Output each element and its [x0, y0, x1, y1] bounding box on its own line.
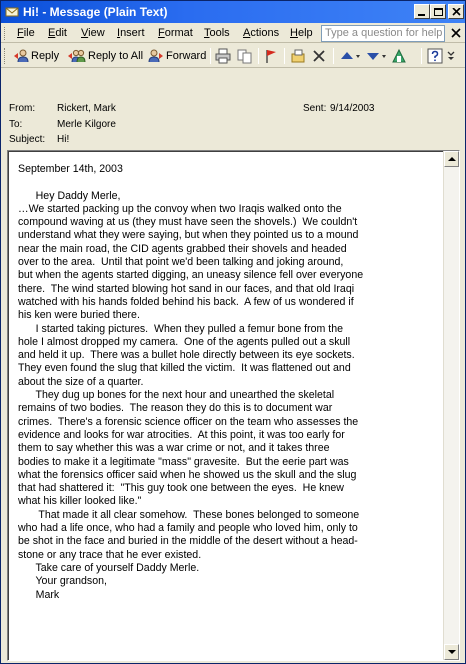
- subject-label: Subject:: [9, 134, 46, 145]
- chevron-down-icon: [448, 649, 456, 655]
- scroll-up-button[interactable]: [444, 151, 459, 167]
- from-value[interactable]: Rickert, Mark: [57, 103, 116, 114]
- down-arrow-icon: [365, 48, 387, 64]
- next-item-button[interactable]: [365, 47, 389, 65]
- move-to-folder-icon: [290, 48, 306, 64]
- message-header: [1, 69, 465, 149]
- printer-icon: [215, 48, 231, 64]
- chevron-down-icon: [446, 48, 456, 64]
- print-button[interactable]: [215, 47, 233, 65]
- maximize-button[interactable]: [430, 4, 446, 19]
- help-button[interactable]: [427, 47, 445, 65]
- forward-button[interactable]: [148, 47, 206, 65]
- from-label: From:: [9, 103, 36, 114]
- menu-bar: [1, 24, 465, 43]
- envelope-icon: [5, 5, 19, 19]
- menu-grip[interactable]: [4, 27, 7, 40]
- toolbar-options-button[interactable]: [446, 47, 458, 65]
- toolbar-separator: [258, 48, 259, 64]
- close-icon[interactable]: [450, 27, 462, 39]
- sent-label: Sent:: [303, 103, 327, 114]
- reply-all-icon: [68, 48, 86, 64]
- move-to-folder-button[interactable]: [290, 47, 308, 65]
- message-body-text: September 14th, 2003 Hey Daddy Merle, …We started packing up the convoy when two Iraqis walked onto the compound waving at us (they must have seen the shovels.) We couldn't understand what they were saying, but when they pointed us to a mound near the main road, the CID agents grabbed their shovels and headed over to the area. Until that point we'd been talking and joking around, but when the agents started digging, an uneasy silence fell over everyone there. The wind started blowing hot sand in our faces, and that old Iraqi watched with his hands folded behind his back. A few of us wondered if his ken were buried there. I started taking pictures. When they pulled a femur bone from the hole I almost dropped my camera. One of the agents pulled out a skull and held it up. There was a bullet hole directly between its eye sockets. They even found the slug that killed the victim. It was flattened out and about the size of a quarter. They dug up bones for the next hour and unearthed the skeletal remains of two bodies. The reason they do this is to document war crimes. There's a forensic science officer on the team who assesses the evidence and looks for war atrocities. At this point, it was too early for them to say whether this was a war crime or not, and it takes three bodies to make it a legitimate "mass" gravesite. But the eerie part was what the forensics officer said when he showed us the skull and the slug that had shattered it: "This guy took one between the eyes. He knew what his killer looked like." That made it all clear somehow. These bones belonged to someone who had a life once, who had a family and people who loved him, only to be shot in the face and buried in the middle of the desert without a head- stone or any trace that he ever existed. Take care of yourself Daddy Merle. Your grandson, Mark: [18, 163, 364, 601]
- forward-icon: [148, 48, 164, 64]
- delete-icon: [312, 48, 326, 64]
- toolbar-separator: [421, 48, 422, 64]
- menu-actions[interactable]: Actions: [243, 27, 280, 39]
- vertical-scrollbar[interactable]: [443, 151, 459, 660]
- menu-format[interactable]: Format: [158, 27, 193, 39]
- maximize-icon: [434, 8, 443, 16]
- scroll-down-button[interactable]: [444, 644, 459, 660]
- close-icon: [452, 8, 461, 16]
- reply-button[interactable]: [13, 47, 59, 65]
- delete-button[interactable]: [312, 47, 328, 65]
- menu-file[interactable]: File: [17, 27, 35, 39]
- minimize-button[interactable]: [414, 4, 430, 19]
- reply-to-all-button[interactable]: [68, 47, 143, 65]
- previous-item-button[interactable]: [339, 47, 363, 65]
- copy-button[interactable]: [237, 47, 255, 65]
- toolbar-separator: [284, 48, 285, 64]
- menu-view[interactable]: View: [81, 27, 105, 39]
- reply-icon: [13, 48, 29, 64]
- help-icon: [427, 48, 443, 64]
- menu-help[interactable]: Help: [290, 27, 313, 39]
- to-label: To:: [9, 119, 23, 130]
- minimize-icon: [418, 8, 427, 16]
- toolbar-separator: [333, 48, 334, 64]
- title-bar[interactable]: [1, 1, 465, 23]
- reply-label: Reply: [31, 50, 60, 62]
- address-book-icon: [391, 48, 409, 64]
- toolbar-separator: [210, 48, 211, 64]
- message-body-pane[interactable]: [7, 150, 460, 661]
- menu-insert[interactable]: Insert: [117, 27, 145, 39]
- address-book-button[interactable]: [391, 47, 411, 65]
- help-search-input[interactable]: Type a question for help: [321, 25, 445, 42]
- chevron-up-icon: [448, 156, 456, 162]
- follow-up-flag-button[interactable]: [264, 47, 280, 65]
- menu-edit[interactable]: Edit: [48, 27, 67, 39]
- copy-icon: [237, 48, 253, 64]
- reply-to-all-label: Reply to All: [88, 50, 144, 62]
- sent-value: 9/14/2003: [330, 103, 375, 114]
- menu-tools[interactable]: Tools: [204, 27, 230, 39]
- up-arrow-icon: [339, 48, 361, 64]
- flag-icon: [264, 48, 278, 64]
- forward-label: Forward: [166, 50, 207, 62]
- standard-toolbar: [1, 44, 465, 68]
- subject-value: Hi!: [57, 134, 70, 145]
- to-value[interactable]: Merle Kilgore: [57, 119, 116, 130]
- close-button[interactable]: [448, 4, 464, 19]
- window-title: Hi! - Message (Plain Text): [23, 5, 168, 19]
- toolbar-grip[interactable]: [4, 48, 7, 64]
